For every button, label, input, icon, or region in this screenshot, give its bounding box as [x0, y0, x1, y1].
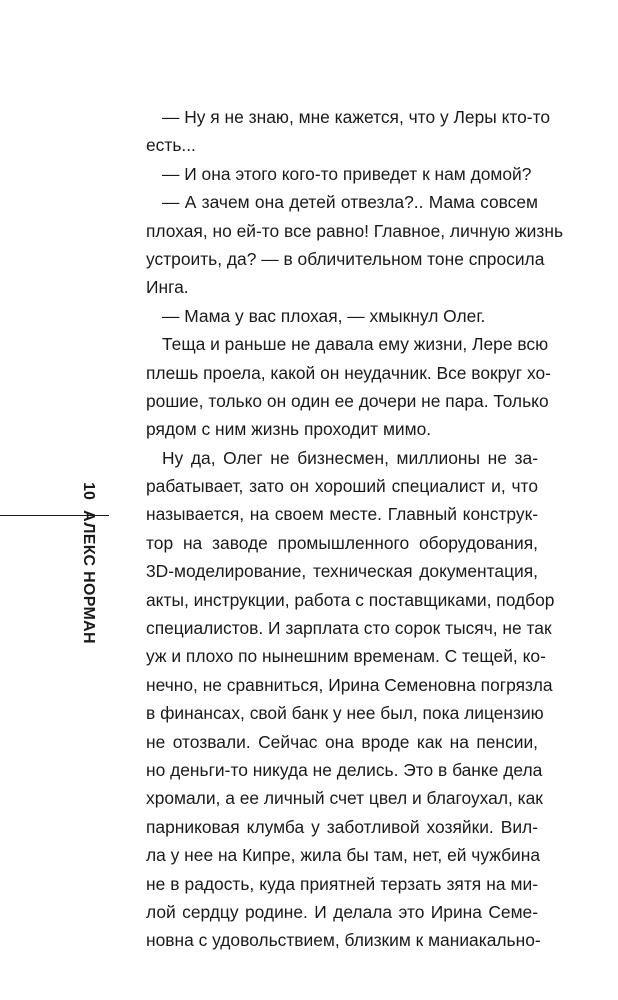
text-line: не в радость, куда приятней терзать зятя на ми- — [146, 873, 538, 894]
text-line: ла у нее на Кипре, жила бы там, нет, ей чужбина — [146, 845, 541, 866]
text-line: хромали, а ее личный счет цвел и благоухал, как — [146, 788, 543, 809]
running-head-author: АЛЕКС НОРМАН — [80, 510, 97, 644]
text-line: — А зачем она детей отвезла?.. Мама совсем — [162, 192, 538, 213]
text-line: Теща и раньше не давала ему жизни, Лере всю — [162, 334, 549, 355]
text-line: в финансах, свой банк у нее был, пока лицензию — [146, 703, 544, 724]
text-line: называется, на своем месте. Главный конструк- — [146, 504, 538, 525]
text-line: — Ну я не знаю, мне кажется, что у Леры кто-то — [162, 107, 551, 127]
text-line: есть... — [146, 135, 196, 156]
text-line: Инга. — [146, 277, 189, 298]
text-line: лой сердцу родине. И делала это Ирина Семе- — [146, 901, 538, 922]
text-line: рядом с ним жизнь проходит мимо. — [146, 419, 432, 440]
text-line: тор на заводе промышленного оборудования, — [146, 532, 538, 553]
text-line: специалистов. И зарплата сто сорок тысяч, не так — [146, 618, 552, 639]
text-line: — Мама у вас плохая, — хмыкнул Олег. — [162, 305, 486, 326]
text-line: парниковая клумба у заботливой хозяйки. Вил- — [146, 816, 538, 837]
text-line: устроить, да? — в обличительном тоне спросила — [146, 248, 545, 269]
text-line: уж и плохо по нынешним временам. С тещей, ко- — [146, 646, 546, 667]
body-text — [146, 103, 564, 955]
text-line: — И она этого кого-то приведет к нам домой? — [162, 163, 532, 184]
text-line: плешь проела, какой он неудачник. Все вокруг хо- — [146, 362, 551, 383]
text-line: плохая, но ей-то все равно! Главное, личную жизнь — [146, 220, 564, 241]
text-line: рошие, только он один ее дочери не пара. Только — [146, 390, 549, 411]
text-line: рабатывает, зато он хороший специалист и, что — [146, 476, 538, 497]
page-number: 10 — [80, 482, 97, 500]
text-line: Ну да, Олег не бизнесмен, миллионы не за- — [162, 447, 538, 468]
text-line: не отозвали. Сейчас она вроде как на пенсии, — [146, 731, 538, 752]
text-line: нечно, не сравниться, Ирина Семеновна погрязла — [146, 674, 553, 695]
text-line: новна с удовольствием, близким к маниакально- — [146, 930, 541, 951]
text-line: акты, инструкции, работа с поставщиками, подбор — [146, 589, 555, 610]
text-line: 3D-моделирование, техническая документация, — [146, 561, 538, 582]
text-line: но деньги-то никуда не делись. Это в банке дела — [146, 759, 543, 780]
